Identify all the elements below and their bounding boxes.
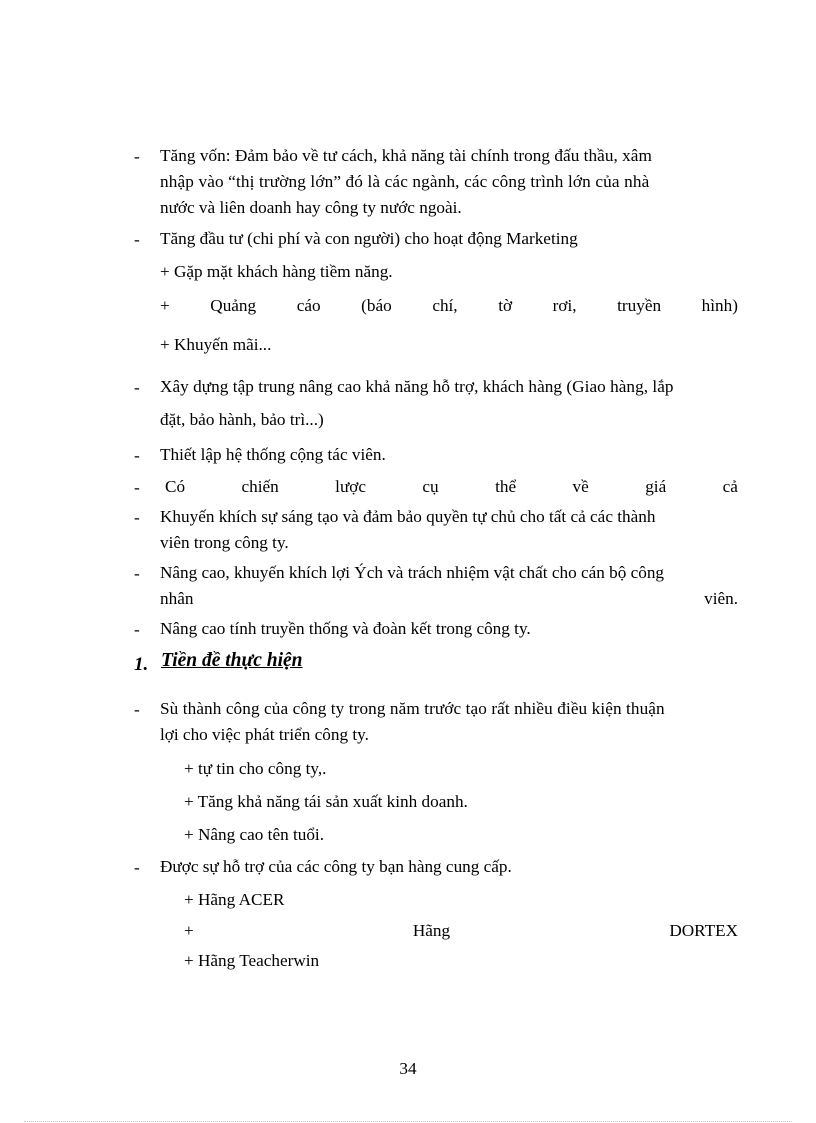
- word: Quảng: [210, 296, 257, 315]
- justified-line: [165, 477, 738, 497]
- bullet-dash: -: [134, 478, 140, 497]
- word: truyền: [617, 296, 662, 315]
- word: hình): [701, 296, 738, 315]
- word: cả: [722, 477, 738, 496]
- word: +: [160, 296, 170, 315]
- text-line: + Nâng cao tên tuổi.: [184, 825, 324, 844]
- word: +: [184, 921, 194, 940]
- word: giá: [645, 477, 667, 496]
- text-line: lợi cho việc phát triển công ty.: [160, 725, 369, 744]
- text-line: đặt, bảo hành, bảo trì...): [160, 410, 324, 429]
- justified-line: [160, 589, 738, 609]
- bullet-dash: -: [134, 378, 140, 397]
- text-line: nước và liên doanh hay công ty nước ngoài.: [160, 198, 462, 217]
- bullet-dash: -: [134, 508, 140, 527]
- word: lược: [335, 477, 366, 496]
- word: Hãng: [412, 921, 451, 940]
- text-line: + tự tin cho công ty,.: [184, 759, 327, 778]
- word: rơi,: [552, 296, 577, 315]
- text-line: + Khuyến mãi...: [160, 335, 272, 354]
- page-number: 34: [399, 1059, 417, 1078]
- text-line: + Gặp mặt khách hàng tiềm năng.: [160, 262, 393, 281]
- bullet-dash: -: [134, 700, 140, 719]
- text-line: Sù thành công của công ty trong năm trước tạo rất nhiều điều kiện thuận: [160, 699, 665, 718]
- text-line: Tăng vốn: Đảm bảo về tư cách, khả năng tài chính trong đấu thầu, xâm: [160, 146, 652, 165]
- text-line: + Hãng Teacherwin: [184, 951, 320, 970]
- justified-line: [160, 296, 738, 316]
- word: cáo: [296, 296, 321, 315]
- word: (báo: [361, 296, 392, 315]
- text-line: Tăng đầu tư (chi phí và con người) cho hoạt động Marketing: [160, 229, 578, 248]
- word: tờ: [498, 296, 513, 315]
- text-line: + Hãng ACER: [184, 890, 285, 909]
- text-line: Thiết lập hệ thống cộng tác viên.: [160, 445, 386, 464]
- section-heading: Tiền đề thực hiện: [161, 650, 303, 671]
- heading-number: 1.: [134, 654, 149, 675]
- word: chí,: [432, 296, 458, 315]
- word: viên.: [704, 589, 738, 608]
- text-line: viên trong công ty.: [160, 533, 289, 552]
- bullet-dash: -: [134, 620, 140, 639]
- bullet-dash: -: [134, 858, 140, 877]
- page-bottom-divider: [24, 1121, 792, 1122]
- text-line: Nâng cao, khuyến khích lợi Ých và trách nhiệm vật chất cho cán bộ công: [160, 563, 665, 582]
- justified-line: [184, 921, 738, 941]
- text-line: nhập vào “thị trường lớn” đó là các ngành, các công trình lớn của nhà: [160, 172, 650, 191]
- text-line: Được sự hỗ trợ của các công ty bạn hàng cung cấp.: [160, 857, 512, 876]
- bullet-dash: -: [134, 230, 140, 249]
- text-line: Nâng cao tính truyền thống và đoàn kết trong công ty.: [160, 619, 531, 638]
- bullet-dash: -: [134, 147, 140, 166]
- word: nhân: [160, 589, 194, 608]
- word: về: [572, 477, 589, 496]
- text-line: Xây dựng tập trung nâng cao khả năng hỗ trợ, khách hàng (Giao hàng, lắp: [160, 377, 674, 396]
- word: chiến: [241, 477, 279, 496]
- bullet-dash: -: [134, 564, 140, 583]
- word: DORTEX: [669, 921, 738, 940]
- text-line: + Tăng khả năng tái sản xuất kinh doanh.: [184, 792, 468, 811]
- bullet-dash: -: [134, 446, 140, 465]
- word: Có: [165, 477, 186, 496]
- word: thể: [495, 477, 517, 496]
- word: cụ: [422, 477, 439, 496]
- text-line: Khuyến khích sự sáng tạo và đảm bảo quyền tự chủ cho tất cả các thành: [160, 507, 656, 526]
